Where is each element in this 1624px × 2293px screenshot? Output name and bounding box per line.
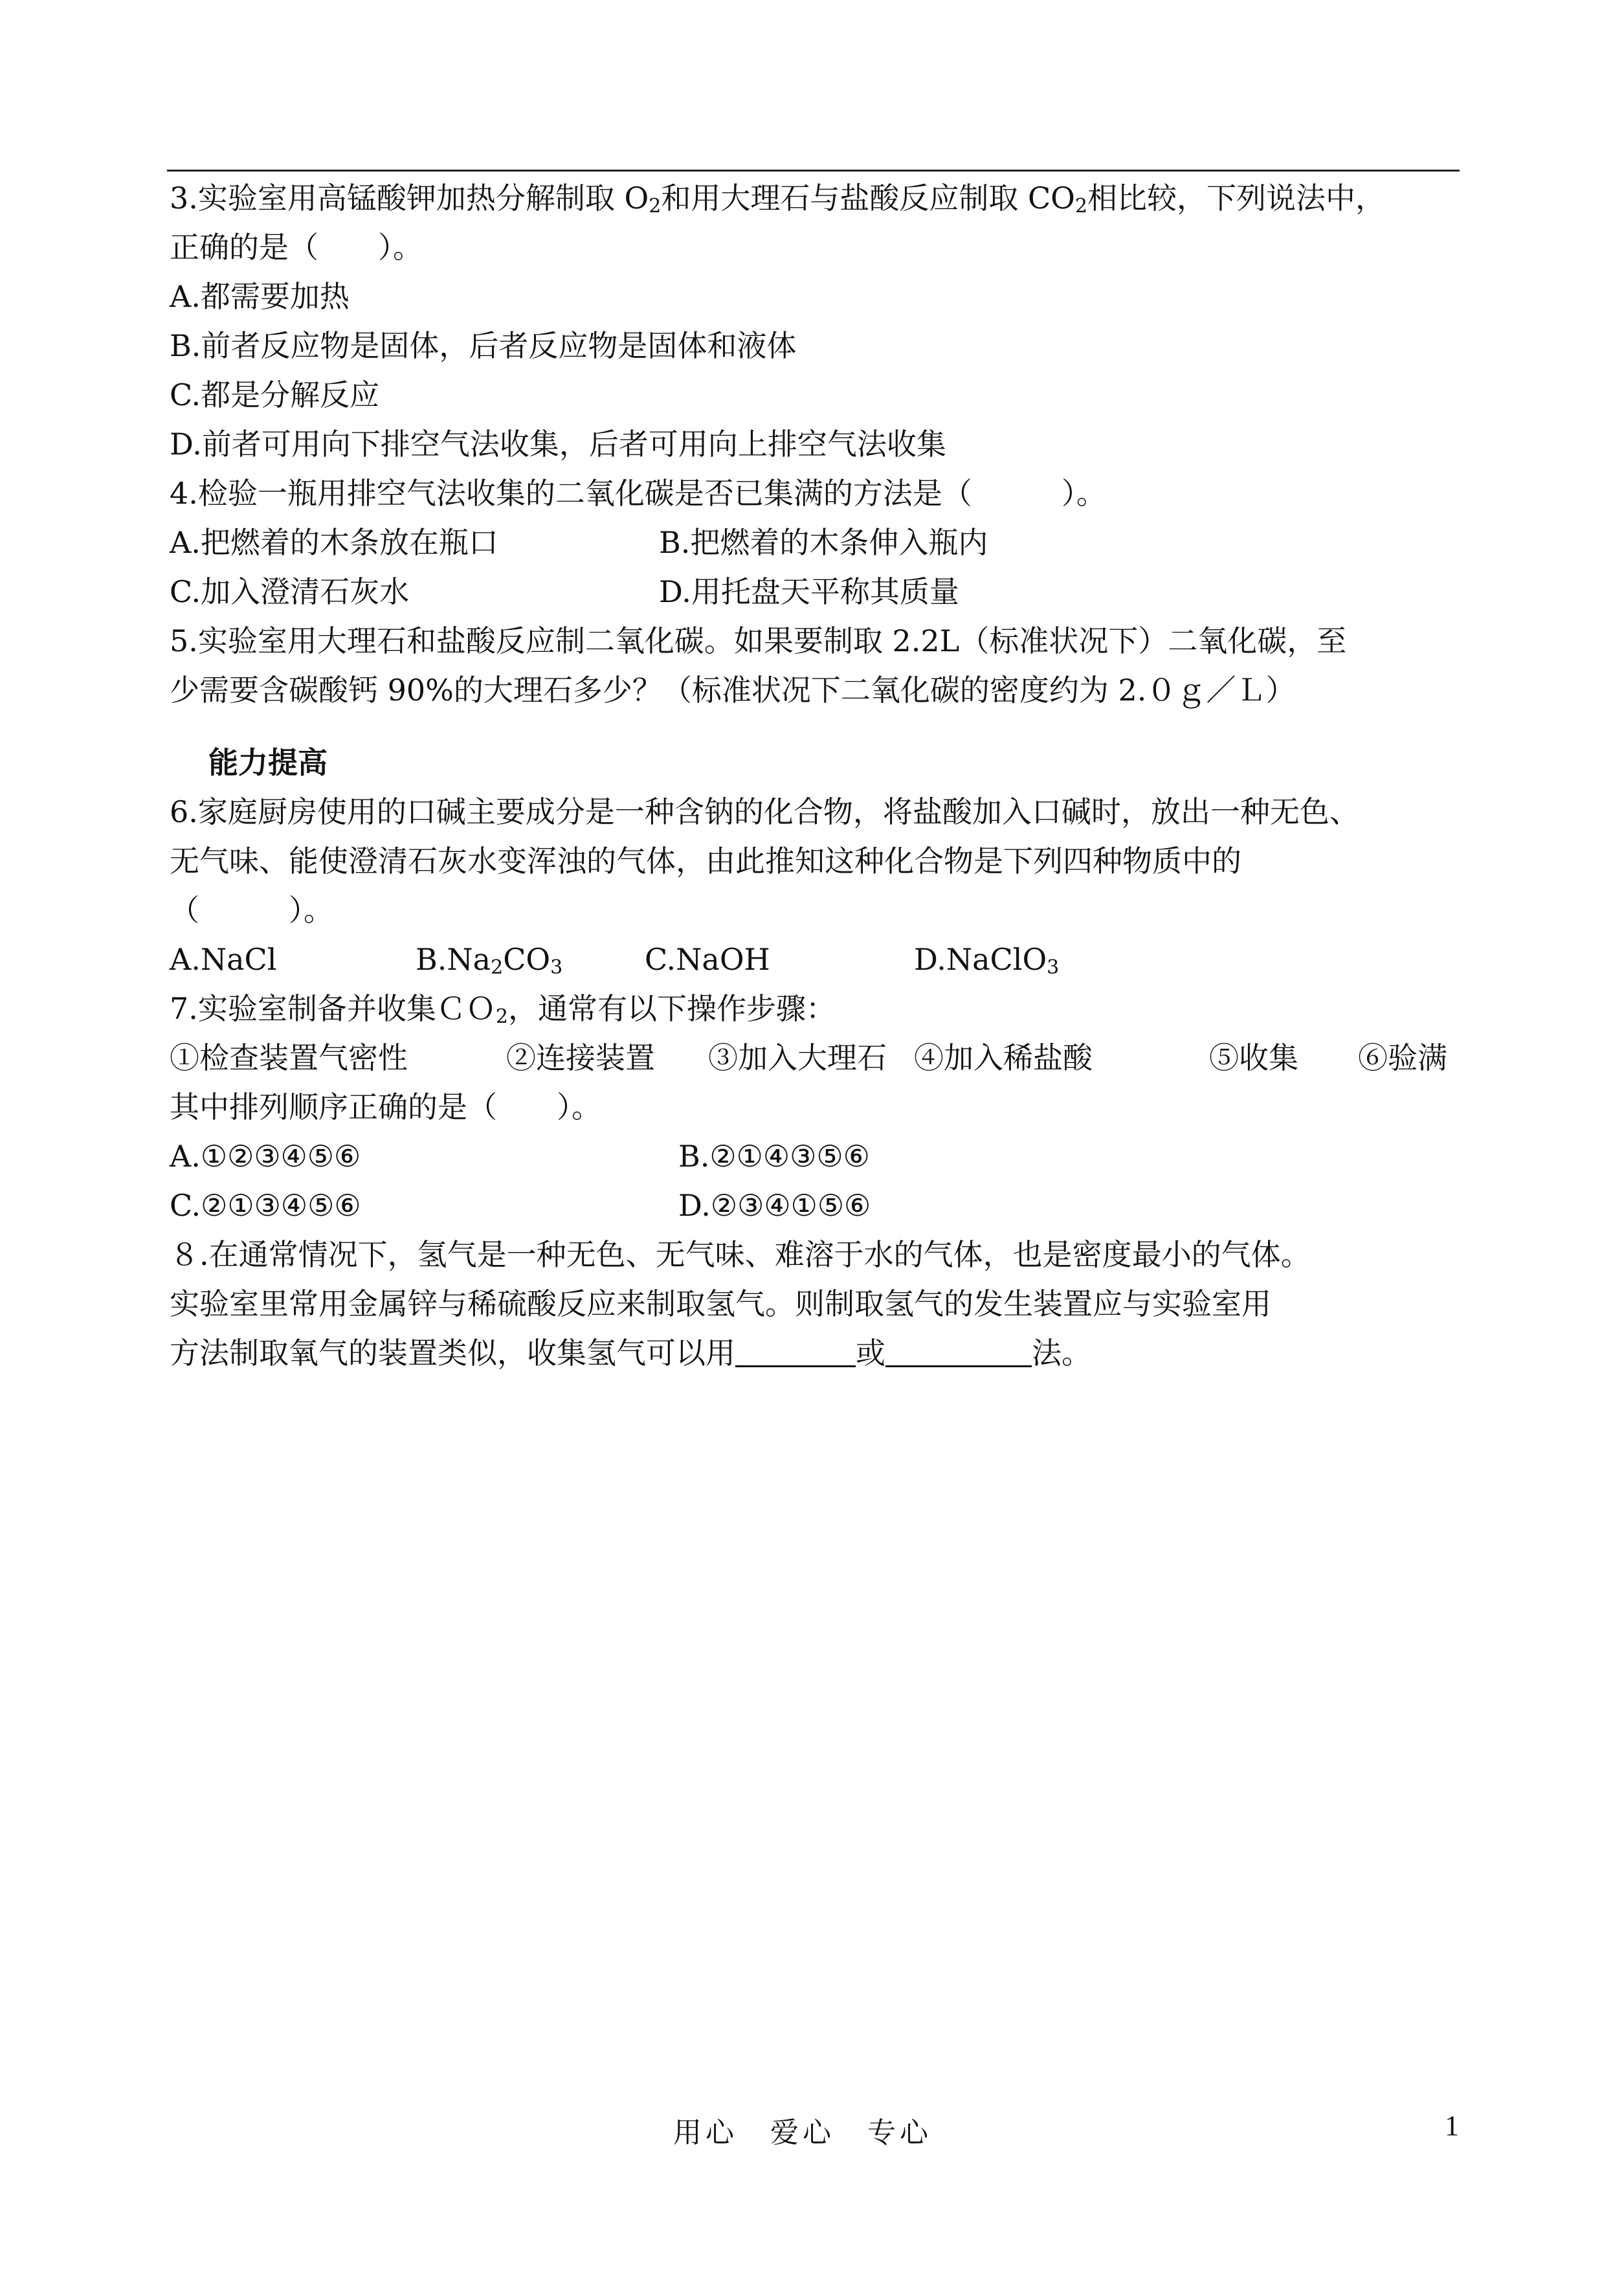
q8-line3: 方法制取氧气的装置类似，收集氢气可以用 或 法。	[170, 1336, 1091, 1370]
q3-subscript-2: 2	[1074, 195, 1087, 218]
q7-option-a: A.①②③④⑤⑥	[170, 1139, 361, 1174]
q7-question: 其中排列顺序正确的是（ ）。	[170, 1090, 601, 1124]
q6-line3: （ ）。	[170, 893, 333, 928]
q6-option-d: D.NaClO$_3$	[914, 942, 1060, 979]
q3-text-a: 3.实验室用高锰酸钾加热分解制取 O	[170, 181, 649, 216]
q6-option-c: C.NaOH	[645, 942, 770, 977]
q6-line2: 无气味、能使澄清石灰水变浑浊的气体，由此推知这种化合物是下列四种物质中的	[170, 844, 1241, 878]
q7-step-4: ④加入稀盐酸	[914, 1040, 1093, 1075]
q3-text-c: 相比较，下列说法中，	[1087, 181, 1385, 216]
q4-option-a: A.把燃着的木条放在瓶口	[170, 525, 498, 560]
q7-step-1: ①检查装置气密性	[170, 1040, 408, 1075]
q3-subscript-1: 2	[649, 195, 662, 218]
q3-stem-line1	[170, 173, 1463, 223]
q7-option-c: C.②①③④⑤⑥	[170, 1188, 361, 1223]
q4-option-d: D.用托盘天平称其质量	[659, 574, 959, 609]
answer-blank-2[interactable]	[885, 1337, 1032, 1367]
section-heading: 能力提高	[208, 745, 328, 780]
q7-steps	[170, 1033, 1463, 1082]
q3-option-d: D.前者可用向下排空气法收集，后者可用向上排空气法收集	[170, 427, 946, 462]
q3-option-b: B.前者反应物是固体，后者反应物是固体和液体	[170, 328, 797, 363]
header-rule	[167, 170, 1460, 172]
q6-option-a: A.NaCl	[170, 942, 277, 977]
q4-option-c: C.加入澄清石灰水	[170, 574, 410, 609]
q3-text-b: 和用大理石与盐酸反应制取 CO	[661, 181, 1075, 216]
q7-step-2: ②连接装置	[506, 1040, 655, 1075]
q6-line1: 6.家庭厨房使用的口碱主要成分是一种含钠的化合物，将盐酸加入口碱时，放出一种无色、	[170, 794, 1359, 829]
q6-option-b: $B.Na_2CO_3$	[416, 942, 563, 979]
q7-option-d: D.②③④①⑤⑥	[678, 1188, 871, 1223]
q7-step-5: ⑤收集	[1209, 1040, 1298, 1075]
answer-blank-1[interactable]	[735, 1337, 856, 1367]
q6-options-row	[170, 935, 1463, 984]
q4-stem: 4.检验一瓶用排空气法收集的二氧化碳是否已集满的方法是（ ）。	[170, 476, 1106, 511]
footer-motto: 用心 爱心 专心	[673, 2116, 932, 2149]
page-number: 1	[1445, 2110, 1459, 2142]
q7-options-row2	[170, 1181, 1463, 1230]
q8-line2: 实验室里常用金属锌与稀硫酸反应来制取氢气。则制取氢气的发生装置应与实验室用	[170, 1286, 1271, 1321]
q7-step-3: ③加入大理石	[708, 1040, 887, 1075]
q7-option-b: B.②①④③⑤⑥	[678, 1139, 870, 1174]
page-content	[170, 173, 1463, 1378]
q3-option-c: C.都是分解反应	[170, 377, 380, 412]
q4-option-b: B.把燃着的木条伸入瓶内	[659, 525, 988, 560]
q5-line1: 5.实验室用大理石和盐酸反应制二氧化碳。如果要制取 2.2L（标准状况下）二氧化碳，至	[170, 623, 1347, 658]
q3-stem-line2: 正确的是（ ）。	[170, 230, 423, 265]
q4-options-row1	[170, 518, 1463, 567]
q3-option-a: A.都需要加热	[170, 279, 350, 314]
q7-step-6: ⑥验满	[1358, 1040, 1447, 1075]
q7-subscript: 2	[495, 1005, 508, 1028]
q5-line2: 少需要含碳酸钙 90%的大理石多少？（标准状况下二氧化碳的密度约为 2.０ｇ／Ｌ）	[170, 673, 1296, 708]
q4-options-row2	[170, 567, 1463, 616]
q7-options-row1	[170, 1132, 1463, 1181]
q8-line1: ８.在通常情况下，氢气是一种无色、无气味、难溶于水的气体，也是密度最小的气体。	[170, 1237, 1311, 1272]
q7-stem: 7.实验室制备并收集ＣＯ$_2$，通常有以下操作步骤：	[170, 991, 836, 1028]
